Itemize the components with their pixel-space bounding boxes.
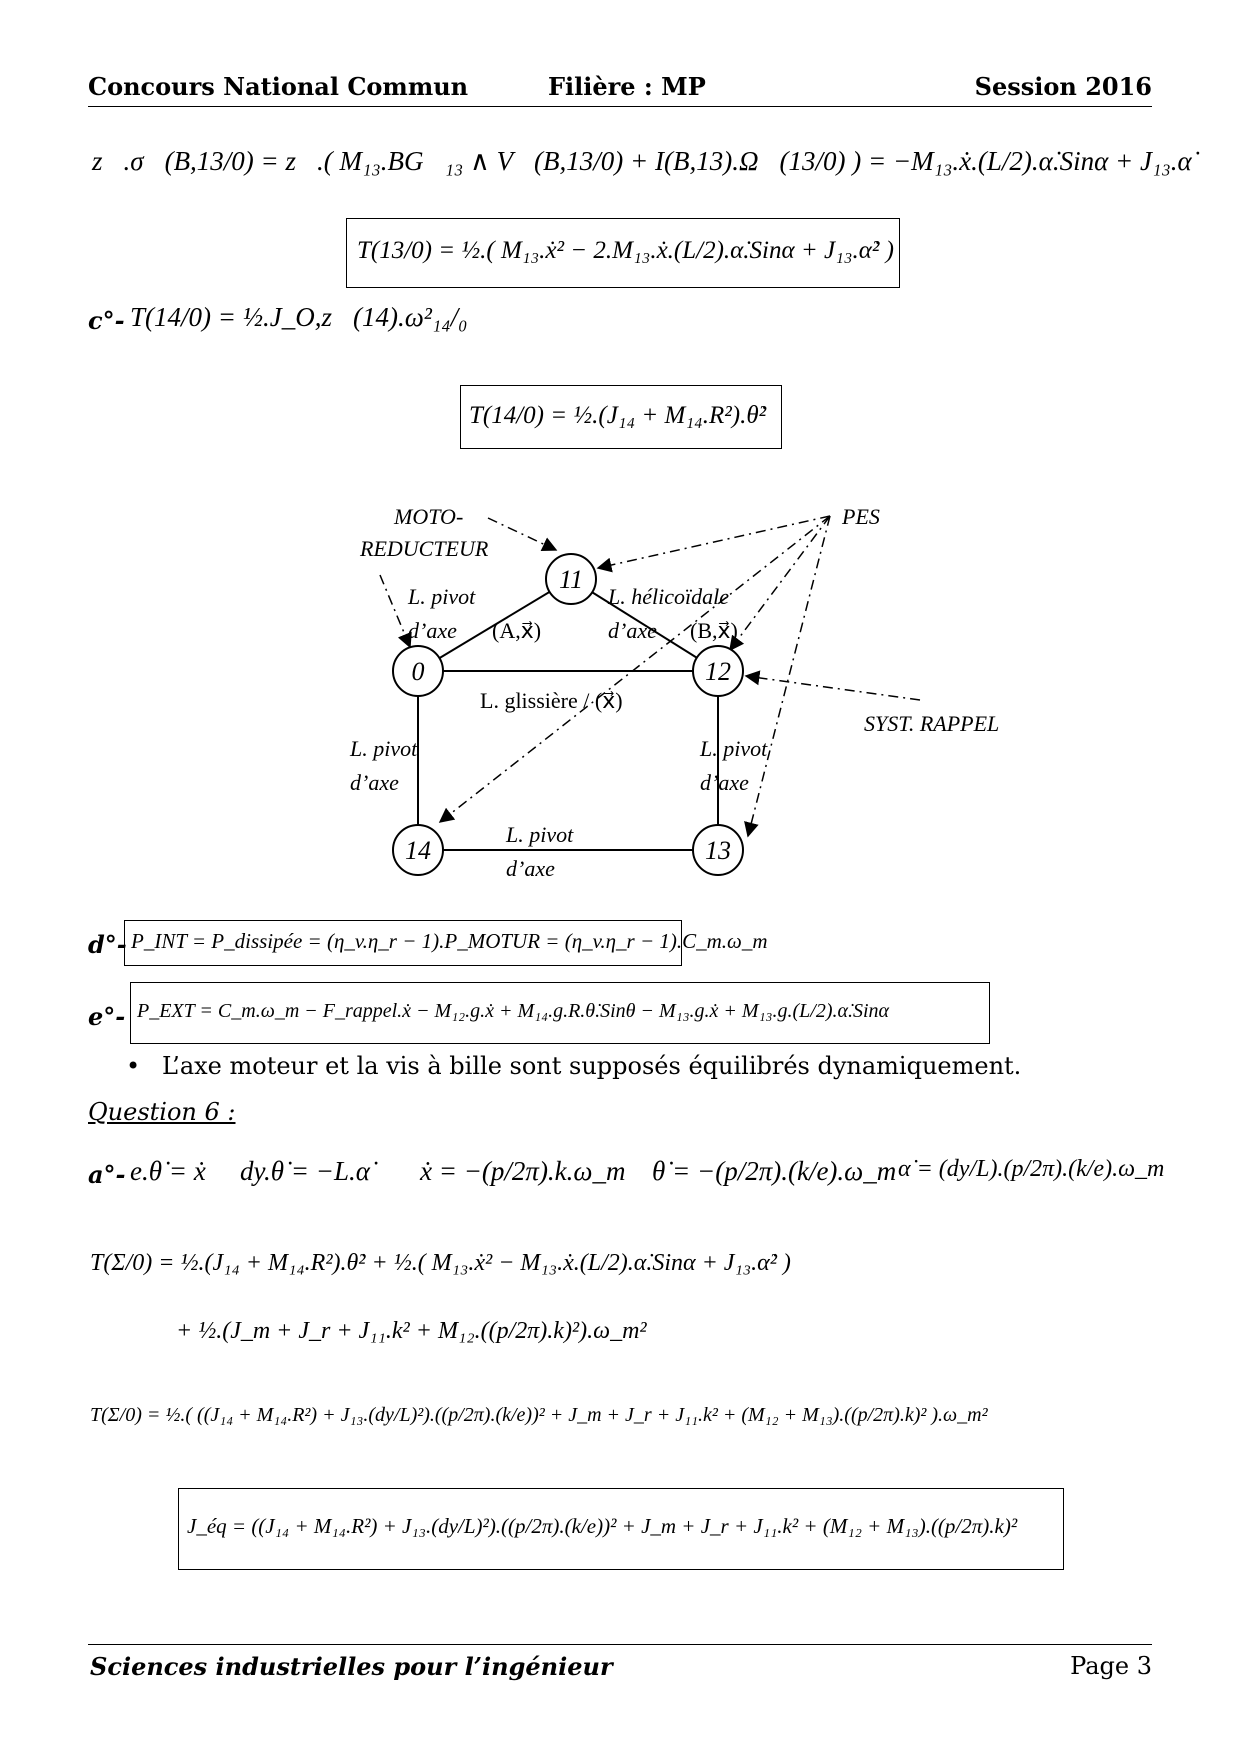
equation-TS1-line1: T(Σ/0) = ½.(J₁₄ + M₁₄.R²).θ̇² + ½.( M₁₃.ẋ² − M₁₃.ẋ.(L/2).α̇.Sinα + J₁₃.α̇² ): [90, 1250, 791, 1276]
arrow-pes-14: [440, 516, 830, 822]
equation-sigma: z⃗.σ⃗(B,13/0) = z⃗.( M₁₃.BG⃗₁₃ ∧ V⃗(B,13/0) + I(B,13).Ω⃗(13/0) ) = −M₁₃.ẋ.(L/2).α̇.Sinα + J₁₃.α̇: [92, 146, 1192, 176]
equation-T14: T(14/0) = ½.(J₁₄ + M₁₄.R²).θ̇²: [469, 402, 767, 429]
equation-TS1-line2: + ½.(J_m + J_r + J₁₁.k² + M₁₂.((p/2π).k)²).ω_m²: [176, 1318, 647, 1344]
boxed-equation-Jeq: [178, 1488, 1064, 1570]
label-c: c°-: [88, 306, 125, 335]
arrow-pes-13: [748, 516, 830, 836]
node-12: [693, 646, 743, 696]
equation-a3: ẋ = −(p/2π).k.ω_m: [420, 1156, 626, 1186]
boxed-equation-PINT: [124, 920, 768, 966]
arrow-moto-0: [380, 575, 410, 647]
header-right: Session 2016: [974, 72, 1152, 101]
label-left-pivot-1: L. pivot: [350, 736, 418, 761]
bullet-dot: •: [126, 1052, 141, 1080]
equation-a1: e.θ̇ = ẋ: [130, 1156, 206, 1186]
node-12-label: 12: [705, 657, 731, 686]
equation-T14-intro: T(14/0) = ½.J_O,z⃗(14).ω²₁₄/₀: [130, 302, 468, 332]
question-6-heading: Question 6 :: [88, 1098, 236, 1126]
node-0-label: 0: [411, 657, 425, 686]
node-13: [693, 825, 743, 875]
node-14: [393, 825, 443, 875]
equation-a5: α̇ = (dy/L).(p/2π).(k/e).ω_m: [898, 1156, 1165, 1182]
equation-PINT: P_INT = P_dissipée = (η_v.η_r − 1).P_MOTUR = (η_v.η_r − 1).C_m.ω_m: [131, 929, 768, 953]
node-11-label: 11: [558, 565, 584, 594]
equation-T13: T(13/0) = ½.( M₁₃.ẋ² − 2.M₁₃.ẋ.(L/2).α̇.Sinα + J₁₃.α̇² ): [357, 237, 894, 264]
arrow-moto-11: [488, 518, 556, 550]
equation-PEXT: P_EXT = C_m.ω_m − F_rappel.ẋ − M₁₂.g.ẋ + M₁₄.g.R.θ̇.Sinθ − M₁₃.g.ẋ + M₁₃.g.(L/2).α̇.Sinα: [137, 1000, 890, 1022]
label-helic-1: L. hélicoïdale: [608, 584, 729, 609]
equation-Jeq: J_éq = ((J₁₄ + M₁₄.R²) + J₁₃.(dy/L)²).((p/2π).(k/e))² + J_m + J_r + J₁₁.k² + (M₁₂ + M₁₃).((p/2π).k)²: [187, 1514, 1018, 1538]
label-moto-1: MOTO-: [394, 504, 464, 529]
label-bottom-pivot-1: L. pivot: [506, 822, 574, 847]
label-helic-2: d’axe: [608, 618, 657, 643]
footer-page-number: Page 3: [1070, 1652, 1152, 1680]
label-right-pivot-1: L. pivot: [700, 736, 768, 761]
arrow-pes-12: [730, 516, 830, 650]
footer-left: Sciences industrielles pour l’ingénieur: [90, 1652, 613, 1681]
arrow-rappel-12: [746, 676, 920, 700]
label-glissiere: L. glissière / (x⃗): [480, 688, 623, 713]
footer-rule: [88, 1644, 1152, 1645]
header-left: Concours National Commun: [88, 72, 469, 101]
label-pivot-a-axis: (A,x⃗): [492, 618, 542, 643]
label-e: e°-: [88, 1002, 126, 1031]
header-center: Filière : MP: [548, 72, 706, 101]
node-13-label: 13: [705, 836, 731, 865]
node-14-label: 14: [405, 836, 431, 865]
label-left-pivot-2: d’axe: [350, 770, 399, 795]
boxed-equation-PEXT: [130, 982, 990, 1044]
label-bottom-pivot-2: d’axe: [506, 856, 555, 881]
node-11: [546, 554, 596, 604]
node-0: [393, 646, 443, 696]
label-pivot-a-2: d’axe: [408, 618, 457, 643]
label-d: d°-: [88, 930, 127, 959]
equation-a2: dy.θ̇ = −L.α̇: [240, 1156, 370, 1186]
label-pivot-a-1: L. pivot: [408, 584, 476, 609]
label-pes: PES: [842, 504, 880, 529]
label-rappel: SYST. RAPPEL: [864, 711, 1000, 736]
equation-a4: θ̇ = −(p/2π).(k/e).ω_m: [652, 1156, 897, 1186]
label-moto-2: REDUCTEUR: [360, 536, 489, 561]
label-a: a°-: [88, 1160, 126, 1189]
label-helic-axis: (B,x⃗): [690, 618, 738, 643]
arrow-pes-11: [598, 516, 830, 568]
label-right-pivot-2: d’axe: [700, 770, 749, 795]
equation-TS2: T(Σ/0) = ½.( ((J₁₄ + M₁₄.R²) + J₁₃.(dy/L)²).((p/2π).(k/e))² + J_m + J_r + J₁₁.k² + (M₁₂ + M₁₃).((p/2π).k)² ).ω_m²: [90, 1404, 988, 1426]
bullet-text: L’axe moteur et la vis à bille sont supposés équilibrés dynamiquement.: [162, 1052, 1022, 1080]
